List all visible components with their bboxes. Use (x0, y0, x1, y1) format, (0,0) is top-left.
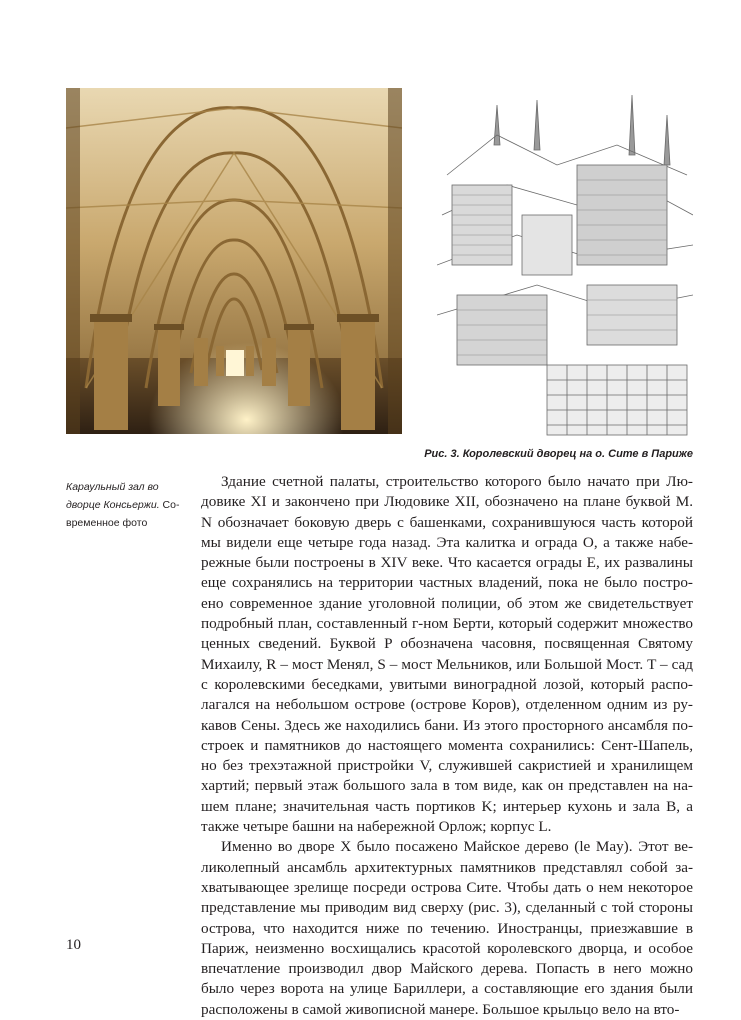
text-line: кавов Сены. Здесь же находились бани. Из этого просторного ансамбля по- (201, 716, 693, 734)
text-line: строек и памятников до настоящего момента сохранились: Сент-Шапель, (201, 736, 693, 754)
figure-caption: Рис. 3. Королевский дворец на о. Сите в Париже (424, 448, 693, 460)
text-line: с королевскими беседками, увитыми виноградной лозой, который распо- (201, 675, 693, 693)
text-line: представление мы приводим вид сверху (рис. 3), сделанный с той стороны (201, 899, 693, 917)
text-line: острова, что находится ниже по течению. Иностранцы, приезжавшие в (201, 919, 693, 937)
text-line: шем плане; значительная часть портиков K; интерьер кухонь и зала B, а (201, 797, 693, 815)
text-line: ликолепный ансамбль архитектурных памятников представлял собой за- (201, 858, 693, 876)
text-line: но без трехэтажной пристройки V, служившей сакристией и хранилищем (201, 757, 693, 775)
text-line: расположены в самой живописной манере. Большое крыльцо вело на вто- (201, 1000, 680, 1018)
text-line: Именно во дворе X было посажено Майское дерево (le May). Этот ве- (221, 838, 693, 856)
text-line: еще сохранялись на территории частных владений, пока не было постро- (201, 574, 693, 592)
paragraph (201, 472, 693, 837)
photo-caption-line: временное фото (66, 517, 148, 529)
guard-hall-photo (66, 88, 402, 434)
text-line: Михаилу, R – мост Менял, S – мост Мельников, или Большой Мост. T – сад (201, 655, 693, 673)
photo-caption (66, 478, 190, 532)
text-line: ено современное здание уголовной полиции, об этом же свидетельствует (201, 594, 693, 612)
text-line: впечатление производил двор Майского дерева. Попасть в него можно (201, 960, 693, 978)
text-line: хватывающее зрелище посреди острова Сите. Чтобы дать о нем некоторое (201, 878, 693, 896)
text-line: N обозначает боковую дверь с башенками, сохранившуюся часть которой (201, 513, 693, 531)
text-line: режные были построены в XIV веке. Что касается ограды E, их развалины (201, 554, 693, 572)
text-line: хартий; первый этаж большого зала в том виде, как он представлен на на- (201, 777, 693, 795)
text-line: также четыре башни на набережной Орлож; корпус L. (201, 818, 552, 836)
text-line: подробный план, составленный г-ном Берти, который содержит множество (201, 615, 693, 633)
photo-caption-line: Караульный зал во (66, 481, 159, 493)
text-line: довике XI и закончено при Людовике XII, обозначено на плане буквой M. (201, 493, 693, 511)
text-line: лагался на небольшом острове (острове Коров), отделенном одним из ру- (201, 696, 693, 714)
text-line: мы видели еще четыре года назад. Эта калитка и ограда O, а также набе- (201, 533, 693, 551)
body-text (201, 472, 693, 1020)
photo-caption-line: дворце Консьержи. Со- (66, 499, 180, 511)
royal-palace-engraving (437, 95, 693, 439)
text-line: Париж, неизменно восхищались красотой королевского дворца, и особое (201, 939, 693, 957)
page-number: 10 (66, 937, 81, 953)
text-line: было через ворота на улице Бариллери, а составляющие его здания были (201, 980, 693, 998)
text-line: ценных сведений. Буквой P обозначена часовня, посвященная Святому (201, 635, 693, 653)
paragraph (201, 837, 693, 1020)
text-line: Здание счетной палаты, строительство которого было начато при Лю- (221, 473, 693, 490)
